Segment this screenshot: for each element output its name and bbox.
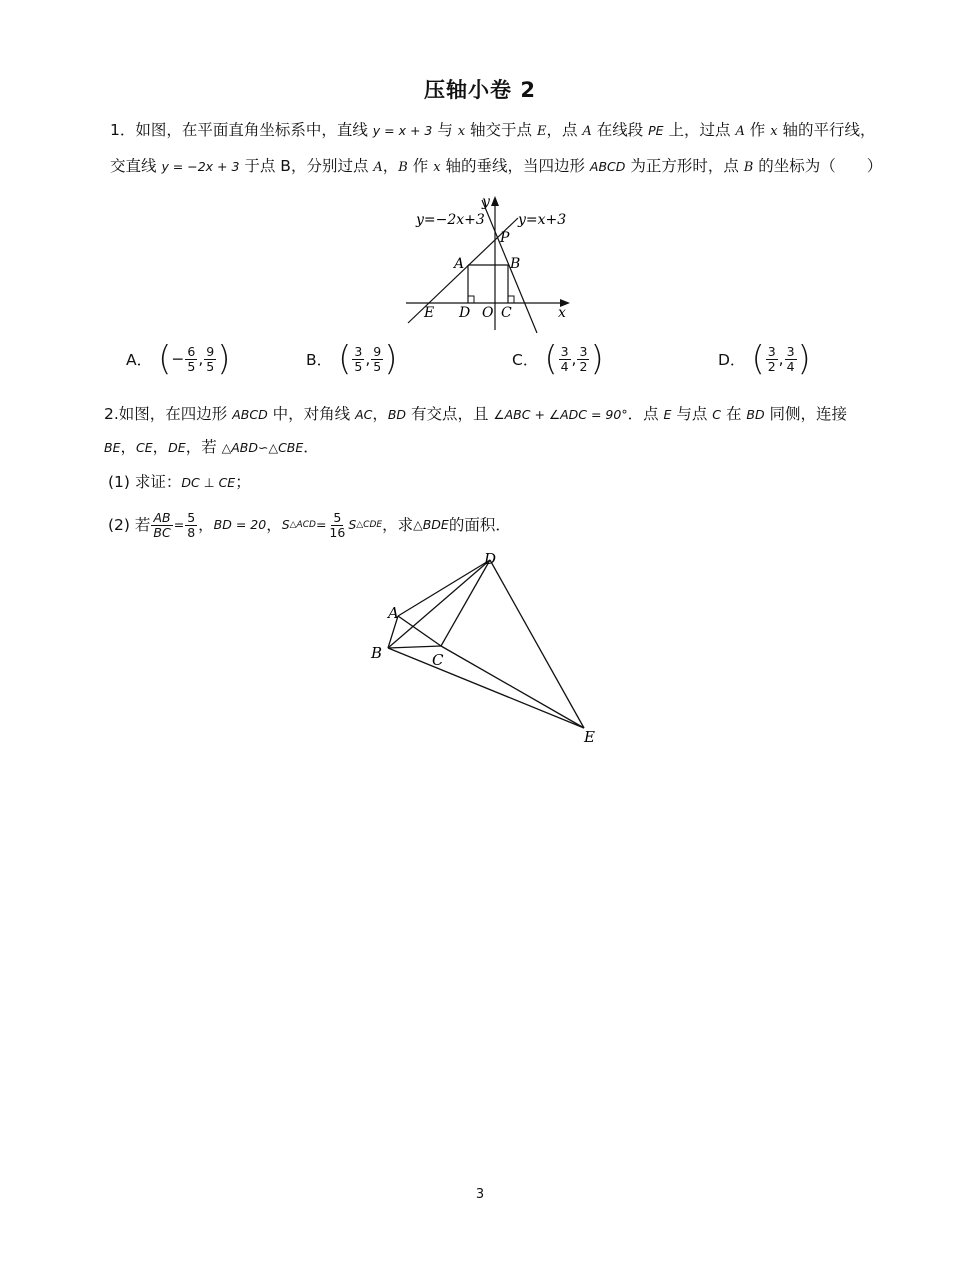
var: x [770,124,778,139]
denominator: 5 [373,358,382,374]
fraction-y [371,345,383,374]
fraction-x [185,345,197,374]
text: ，若 [185,438,222,456]
fraction-5-16 [327,511,347,540]
paren-open: ( [544,339,558,379]
text: 于点 B，分别过点 [239,157,374,175]
q1-figure [396,190,586,340]
fraction-y [204,345,216,374]
paren-open: ( [158,339,172,379]
option-sign: − [171,350,185,368]
denominator: 16 [329,524,346,540]
denominator: 2 [767,358,776,374]
var: DE [168,440,186,455]
numerator: 5 [187,509,196,525]
label-E: E [424,305,435,321]
option-a[interactable]: A． ( − $\frac{6}{5}$ , $\frac{9}{5}$ ) [126,339,231,379]
fraction-x [766,345,778,374]
label-D: D [459,305,471,321]
text: 与点 [671,405,713,423]
text: 轴的平行线， [777,121,876,139]
numerator: 3 [579,343,588,359]
label-line2: y=−2x+3 [416,212,485,228]
option-label: D． [718,351,746,369]
option-label: A． [126,351,153,369]
label-B: B [371,644,383,662]
text: 为正方形时，点 [625,157,744,175]
segment-AD [398,560,490,616]
page-number: 3 [475,1187,485,1202]
bd-length: BD = 20 [213,517,267,532]
option-b[interactable]: B． ( $\frac{3}{5}$ , $\frac{9}{5}$ ) [306,339,398,379]
var: BE [104,440,121,455]
q1-line-2 [110,154,882,180]
text: ．点 [627,405,664,423]
right-angle-mark-C [508,296,514,303]
q2-part-1 [108,470,251,495]
text: (1) 求证： [108,473,182,491]
paren-close: ) [797,339,811,379]
paren-open: ( [338,339,352,379]
text: ， [266,516,282,534]
text: 作 [407,157,434,175]
text: ，求 [382,516,414,534]
q2-line-2 [104,435,319,460]
var: ABCD [232,407,268,422]
fraction-5-8 [185,511,197,540]
segment-CD [441,560,490,646]
perpendicular-expr: DC ⊥ CE [181,475,236,490]
equation-line1: y = x + 3 [372,123,433,138]
fraction-ab-bc [151,511,172,540]
text: ； [235,473,251,491]
q2-line-1 [104,402,847,427]
denominator: 5 [206,358,215,374]
var: A [373,160,383,175]
text: ， [198,516,214,534]
text: 轴的垂线，当四边形 [440,157,590,175]
denominator: 4 [786,358,795,374]
area-symbol: S [281,517,290,532]
numerator: 3 [560,343,569,359]
option-label: C． [512,351,539,369]
denominator: 5 [354,358,363,374]
var: B [398,160,408,175]
label-line1: y=x+3 [518,212,567,228]
var: E [536,124,547,139]
option-d[interactable]: D． ( $\frac{3}{2}$ , $\frac{3}{4}$ ) [718,339,811,379]
label-x: x [558,305,566,321]
var: CE [136,440,153,455]
segment-DE [490,560,584,728]
var: A [582,124,592,139]
numerator: AB [153,509,171,525]
q2-figure [366,548,616,748]
denominator: 5 [187,358,196,374]
var: ABCD [589,159,626,174]
label-C: C [501,305,512,321]
text: ， [372,405,388,423]
area-subscript: △CDE [356,520,383,530]
text: ． [303,438,319,456]
option-c[interactable]: C． ( $\frac{3}{4}$ , $\frac{3}{2}$ ) [512,339,604,379]
var: A [735,124,745,139]
q1-line-1 [110,118,875,144]
text: ，点 [546,121,583,139]
paren-open: ( [751,339,765,379]
denominator: 4 [560,358,569,374]
label-C: C [432,651,444,669]
text: 中，对角线 [267,405,356,423]
area-symbol: S [348,517,357,532]
numerator: 3 [767,343,776,359]
label-y: y [482,194,490,210]
text: ， [152,438,169,456]
var: BD [746,407,765,422]
label-A: A [454,256,465,272]
fraction-x [352,345,364,374]
numerator: 3 [354,343,363,359]
numerator: 3 [786,343,795,359]
y-axis-arrow [491,196,499,206]
label-P: P [500,230,510,246]
equals: = [315,517,327,532]
text: 的面积． [448,516,511,534]
angle-condition: ∠ABC + ∠ADC = 90° [493,407,628,422]
text: 在 [721,405,747,423]
segment-BD [388,560,490,648]
fraction-y [577,345,589,374]
paren-close: ) [217,339,231,379]
text: 轴交于点 [465,121,537,139]
var: x [457,124,466,139]
var: x [433,160,441,175]
var: E [663,407,672,422]
text: (2) 若 [108,516,151,534]
label-E: E [584,728,595,746]
text: ， [382,157,399,175]
triangle-bde: △BDE [413,517,449,532]
equals: = [173,517,185,532]
q2-part-2 [108,508,511,542]
fraction-x [559,345,571,374]
area-subscript: △ACD [289,520,316,530]
paren-close: ) [590,339,604,379]
text: 作 [744,121,771,139]
text: 同侧，连接 [764,405,848,423]
text: 1．如图，在平面直角坐标系中，直线 [110,121,373,139]
text: 与 [432,121,458,139]
label-B: B [510,256,521,272]
text: 交直线 [110,157,162,175]
text: 2.如图，在四边形 [104,405,233,423]
denominator: BC [153,524,171,540]
fraction-y [785,345,797,374]
segment-BC [388,646,441,648]
text: 有交点，且 [406,405,494,423]
var: C [712,407,722,422]
text: 的坐标为（ ） [753,157,883,175]
var: BD [387,407,407,422]
similarity-condition: △ABD∽△CBE [221,440,304,455]
label-A: A [388,604,399,622]
var: PE [648,123,664,138]
denominator: 2 [579,358,588,374]
option-label: B． [306,351,333,369]
paren-close: ) [384,339,398,379]
equation-line2: y = −2x + 3 [161,159,240,174]
numerator: 5 [333,509,342,525]
denominator: 8 [187,524,196,540]
numerator: 9 [373,343,382,359]
segment-CE [441,646,584,728]
numerator: 6 [187,343,196,359]
var: AC [355,407,373,422]
right-angle-mark-D [468,296,474,303]
text: 在线段 [591,121,649,139]
segment-BE [388,648,584,728]
var: B [743,160,754,175]
text: ， [120,438,136,456]
label-O: O [482,305,494,321]
label-D: D [484,550,497,568]
numerator: 9 [206,343,215,359]
text: 上，过点 [663,121,736,139]
page-title: 压轴小卷 2 [424,78,536,102]
